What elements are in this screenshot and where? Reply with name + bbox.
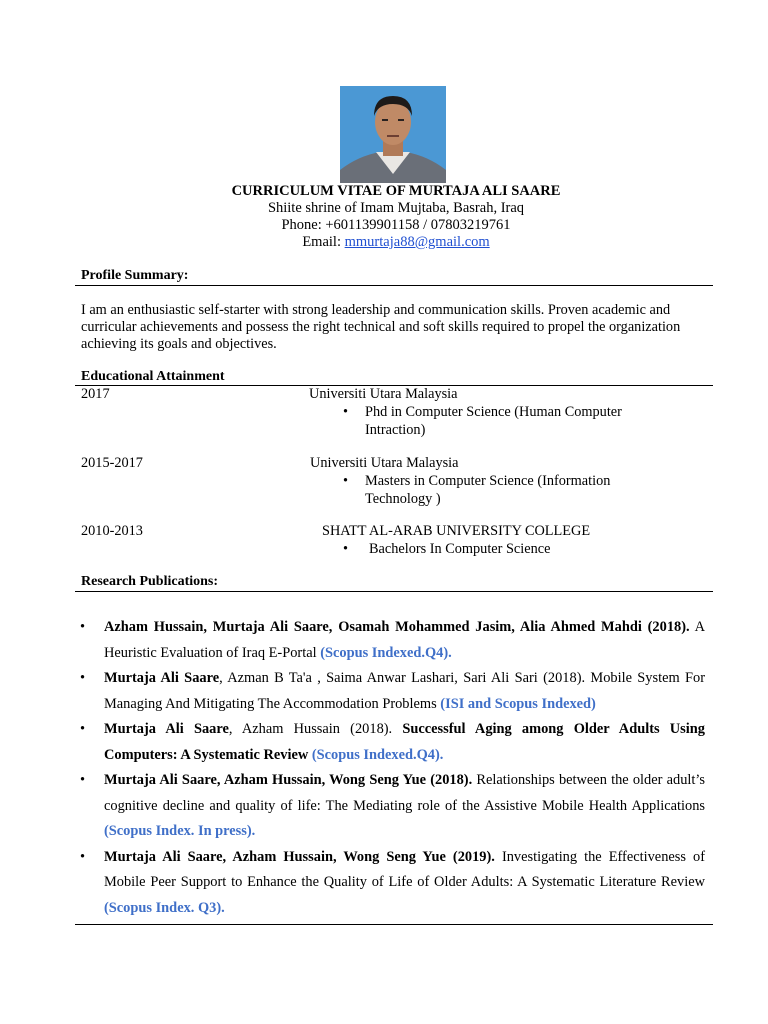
pub-text: , Azham Hussain (2018). xyxy=(228,721,403,737)
pub-index: (Scopus Index. In press). xyxy=(104,823,256,839)
cv-header xyxy=(0,183,768,251)
bullet-icon: • xyxy=(80,772,86,788)
profile-text: I am an enthusiastic self-starter with strong leadership and communication skills. Proven academic and curricular achievements and possess the right technical and soft skills required to propel the organization achieving its goals and objectives. xyxy=(81,302,681,352)
edu-years: 2017 xyxy=(81,386,110,402)
pub-index: (Scopus Indexed.Q4). xyxy=(320,644,452,661)
edu-years: 2015-2017 xyxy=(81,455,143,471)
bullet-icon: • xyxy=(80,619,86,635)
publication-item xyxy=(80,717,705,768)
pub-text: Investigating the Effectiveness of Mobile Peer Support to Enhance the Quality of Life of Older Adults: A Systematic Literature Review xyxy=(104,848,705,890)
publication-item xyxy=(80,768,705,845)
pub-authors: Azham Hussain, Murtaja Ali Saare, Osamah Mohammed Jasim, Alia Ahmed Mahdi (2018). xyxy=(104,619,690,635)
email-label: Email: xyxy=(302,234,345,250)
address: Shiite shrine of Imam Mujtaba, Basrah, Iraq xyxy=(267,200,525,216)
bullet-icon: • xyxy=(80,721,86,737)
bullet-icon: • xyxy=(80,848,86,865)
edu-years: 2010-2013 xyxy=(81,523,143,539)
edu-institution: Universiti Utara Malaysia xyxy=(309,386,458,402)
pub-authors: Murtaja Ali Saare xyxy=(104,670,220,686)
pub-title: Successful Aging among Older Adults Using Computers: A Systematic Review xyxy=(104,721,705,763)
publications-heading: Research Publications: xyxy=(81,574,219,589)
email-link[interactable]: mmurtaja88@gmail.com xyxy=(344,234,490,250)
pub-index: (ISI and Scopus Indexed) xyxy=(440,695,596,712)
edu-degree: Phd in Computer Science (Human Computer Intraction) xyxy=(365,404,622,438)
email-line xyxy=(0,234,768,251)
publication-item xyxy=(80,666,705,717)
phone: Phone: +601139901158 / 07803219761 xyxy=(281,217,511,233)
profile-photo xyxy=(340,86,446,183)
bullet-icon: • xyxy=(343,541,349,557)
pub-authors: Murtaja Ali Saare, Azham Hussain, Wong Seng Yue (2018). xyxy=(104,772,473,788)
publication-item xyxy=(80,615,705,666)
bullet-icon: • xyxy=(343,404,349,420)
pub-text: A Heuristic Evaluation of Iraq E-Portal xyxy=(104,619,705,661)
pub-text: Relationships between the older adult’s cognitive decline and quality of life: The Mediating role of the Assistive Mobile Health Applications xyxy=(104,772,705,814)
divider xyxy=(75,924,713,925)
cv-title: CURRICULUM VITAE OF MURTAJA ALI SAARE xyxy=(231,183,561,199)
publication-item xyxy=(80,845,705,922)
pub-authors: Murtaja Ali Saare xyxy=(104,721,229,737)
divider xyxy=(75,285,713,286)
profile-heading: Profile Summary: xyxy=(81,268,189,283)
edu-degree: Bachelors In Computer Science xyxy=(369,541,551,557)
edu-institution: Universiti Utara Malaysia xyxy=(310,455,459,471)
pub-index: (Scopus Index. Q3). xyxy=(104,899,225,916)
bullet-icon: • xyxy=(80,670,86,686)
divider xyxy=(75,591,713,592)
publication-list xyxy=(80,615,705,921)
pub-index: (Scopus Indexed.Q4). xyxy=(308,746,444,763)
edu-degree: Masters in Computer Science (Information Technology ) xyxy=(365,473,611,507)
pub-authors: Murtaja Ali Saare, Azham Hussain, Wong Seng Yue (2019). xyxy=(104,848,495,865)
education-heading: Educational Attainment xyxy=(81,369,225,384)
pub-text: , Azman B Ta'a , Saima Anwar Lashari, Sari Ali Sari (2018). Mobile System For Managing And Mitigating The Accommodation Problems xyxy=(104,670,705,712)
bullet-icon: • xyxy=(343,473,349,489)
portrait-image xyxy=(340,86,446,183)
edu-institution: SHATT AL-ARAB UNIVERSITY COLLEGE xyxy=(322,523,591,539)
